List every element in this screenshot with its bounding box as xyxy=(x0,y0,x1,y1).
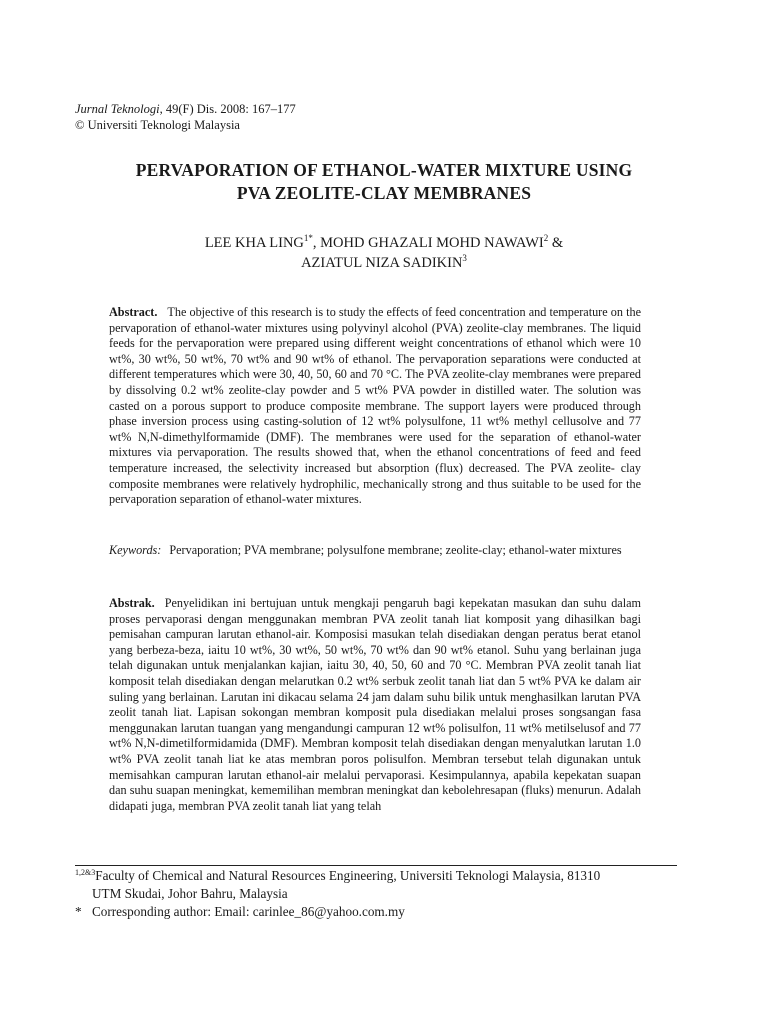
abstract-text: The objective of this research is to study the effects of feed concentration and temperature on the pervaporation of ethanol-water mixtures using polyvinyl alcohol (PVA) zeolite-clay membranes. The liquid feeds for the pervaporation were prepared using different weight concentrations of ethanol which were 10 wt%, 30 wt%, 50 wt%, 70 wt% and 90 wt% of ethanol. The pervaporation separations were conducted at different temperatures which were 30, 40, 50, 60 and 70 °C. The PVA zeolite-clay membranes were prepared by dissolving 0.2 wt% zeolite-clay powder and 5 wt% PVA powder in distilled water. The solution was casted on a porous support to produce composite membrane. The support layers were produced through phase inversion process using casting-solution of 12 wt% polysulfone, 11 wt% methyl cellusolve and 77 wt% N,N-dimethylformamide (DMF). The membranes were used for the separation of ethanol-water mixtures via pervaporation. The results showed that, when the ethanol concentrations of feed and feed temperature increased, the selectivity increased but absorption (flux) decreased. The PVA zeolite- clay composite membranes were relatively hydrophilic, mechanically strong and thus suitable to be used for the pervaporation separation of ethanol-water mixtures. xyxy=(109,305,641,507)
author-1-affiliation: 1* xyxy=(303,233,313,243)
keywords-text: Pervaporation; PVA membrane; polysulfone membrane; zeolite-clay; ethanol-water mixtures xyxy=(169,543,622,557)
abstract-section xyxy=(109,305,641,508)
abstrak-section xyxy=(109,596,641,814)
journal-issue: , 49(F) Dis. 2008: 167–177 xyxy=(159,102,296,116)
corresponding-author-text: Corresponding author: Email: carinlee_86@yahoo.com.my xyxy=(92,904,405,919)
paper-title-line-1: PERVAPORATION OF ETHANOL-WATER MIXTURE USING xyxy=(135,160,633,180)
affiliation-text-line-2: UTM Skudai, Johor Bahru, Malaysia xyxy=(92,886,288,901)
abstrak-label: Abstrak. xyxy=(109,596,155,610)
abstract-label: Abstract. xyxy=(109,305,158,319)
author-2-name: , MOHD GHAZALI MOHD NAWAWI xyxy=(312,235,544,251)
journal-header xyxy=(75,101,296,133)
keywords-section xyxy=(109,543,641,559)
journal-copyright: © Universiti Teknologi Malaysia xyxy=(75,118,240,132)
paper-title xyxy=(60,159,708,205)
author-line-2 xyxy=(60,253,708,273)
author-ampersand: & xyxy=(548,235,564,251)
abstrak-text: Penyelidikan ini bertujuan untuk mengkaji pengaruh bagi kepekatan masukan dan suhu dalam proses pervaporasi dengan menggunakan membran PVA zeolit tanah liat komposit yang dihasilkan bagi pemisahan campuran larutan ethanol-air. Komposisi masukan telah disediakan dengan peratus berat etanol yang berbeza-beza, iaitu 10 wt%, 30 wt%, 50 wt%, 70 wt% dan 90 wt% etanol. Suhu yang berlainan juga telah digunakan untuk menjalankan kajian, iaitu 30, 40, 50, 60 and 70 °C. Membran PVA zeolit tanah liat komposit telah disediakan dengan melarutkan 0.2 wt% serbuk zeolit tanah liat dan 5 wt% PVA ke dalam air suling yang berlainan. Larutan ini dikacau selama 24 jam dalam suhu bilik untuk menghasilkan larutan PVA zeolit tanah liat. Lapisan sokongan membran komposit pula disediakan melalui proses songsangan fasa menggunakan larutan tuangan yang mengandungi campuran 12 wt% polisulfon, 11 wt% metilselusof and 77 wt% N,N-dimetilformidamida (DMF). Membran komposit telah disediakan dengan menyalutkan larutan 1.0 wt% PVA zeolit tanah liat ke atas membran poros polisulfon. Membran tersebut telah digunakan untuk memisahkan campuran larutan ethanol-air melalui pervaporasi. Kesimpulannya, apabila kepekatan suapan dan suhu suapan meningkat, kememilihan membran meningkat dan kebolehresapan (fluks) menurun. Adalah didapati juga, membran PVA zeolit tanah liat yang telah xyxy=(109,596,641,813)
author-3-name: AZIATUL NIZA SADIKIN xyxy=(301,255,463,271)
journal-name: Jurnal Teknologi xyxy=(75,102,160,116)
corresponding-author-footnote xyxy=(75,903,680,921)
keywords-label: Keywords: xyxy=(109,543,162,557)
author-line-1 xyxy=(60,233,708,253)
affiliation-text-line-1: Faculty of Chemical and Natural Resources Engineering, Universiti Teknologi Malaysia, 81310 xyxy=(95,868,601,883)
author-1-name: LEE KHA LING xyxy=(204,235,304,251)
footnote-divider xyxy=(75,865,677,866)
corresponding-marker: * xyxy=(75,904,82,919)
affiliation-footnote xyxy=(75,867,680,903)
author-3-affiliation: 3 xyxy=(462,253,467,263)
author-2-affiliation: 2 xyxy=(543,233,549,243)
author-list xyxy=(60,233,708,273)
paper-title-line-2: PVA ZEOLITE-CLAY MEMBRANES xyxy=(236,183,532,203)
journal-citation xyxy=(75,101,296,117)
affiliation-marker: 1,2&3 xyxy=(75,868,96,877)
